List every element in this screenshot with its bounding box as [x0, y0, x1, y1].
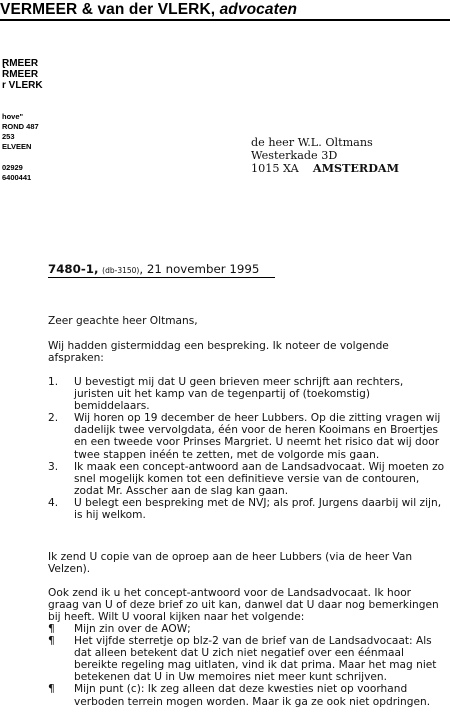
reference-date: , 21 november 1995 — [139, 262, 260, 276]
recipient-city: AMSTERDAM — [312, 161, 399, 175]
list-item — [48, 497, 445, 521]
firm-name-suffix: advocaten — [219, 1, 298, 18]
address-line: ROND 487 — [2, 122, 39, 131]
address-line: ELVEEN — [2, 142, 32, 151]
point-item — [48, 635, 445, 683]
reference-sub: (db-3150) — [102, 266, 140, 275]
point-text: Mijn punt (c): Ik zeg alleen dat deze kwesties niet op voorhand verboden terrein mogen worden. Maar ik ga ze ook niet opdringen. — [74, 683, 431, 708]
partner-names — [2, 58, 43, 91]
phone-line: 02929 — [2, 163, 23, 172]
list-item-number: 3. — [48, 460, 59, 473]
list-item-number: 4. — [48, 496, 59, 509]
firm-name-main: VERMEER & van der VLERK, — [0, 1, 216, 18]
partner-name: r VLERK — [2, 80, 43, 91]
concept-paragraph: Ook zend ik u het concept-antwoord voor de Landsadvocaat. Ik hoor graag van U of deze brief zo uit kan, danwel dat U daar nog bemerkingen bij heeft. Wilt U vooral kijken naar het volgende: — [48, 587, 439, 624]
recipient-city-line — [251, 162, 399, 176]
letterhead-rule — [0, 19, 450, 21]
list-item-text: U belegt een bespreking met de NVJ; als prof. Jurgens daarbij wil zijn, is hij welkom. — [74, 496, 442, 522]
list-item-number: 2. — [48, 412, 59, 425]
recipient-address — [251, 137, 399, 176]
partner-name: RMEER — [2, 69, 39, 80]
list-item — [48, 376, 445, 412]
recipient-postcode: 1015 XA — [251, 162, 299, 175]
point-item — [48, 623, 445, 635]
recipient-name: de heer W.L. Oltmans — [251, 136, 373, 149]
office-phone — [2, 163, 31, 183]
list-item — [48, 412, 445, 460]
reference-number: 7480-1, — [48, 262, 99, 276]
office-address — [2, 112, 39, 152]
pilcrow-icon: ¶ — [48, 623, 55, 635]
pilcrow-icon: ¶ — [48, 683, 55, 696]
phone-line: 6400441 — [2, 173, 32, 182]
attention-points — [48, 623, 445, 708]
list-item-text: Wij horen op 19 december de heer Lubbers. Op die zitting vragen wij dadelijk twee vervolgdata, één voor de heren Kooimans en Broertjes en een tweede voor Prinses Margriet. U neemt het risico dat wij door twee stappen inéén te zetten, met de volgorde mis gaan. — [74, 412, 441, 461]
agreement-list — [48, 376, 445, 521]
point-text: Het vijfde sterretje op blz-2 van de brief van de Landsadvocaat: Als dat alleen betekent dat U zich niet negatief over een éénmaal bereikte regeling mag uitlaten, vind ik dat prima. Maar het mag niet betekenen dat U in Uw memoires niet meer kunt schrijven. — [74, 635, 437, 684]
list-item-number: 1. — [48, 376, 59, 388]
address-line: 253 — [2, 132, 15, 141]
salutation: Zeer geachte heer Oltmans, — [48, 315, 198, 327]
intro-paragraph: Wij hadden gistermiddag een bespreking. Ik noteer de volgende afspraken: — [48, 340, 389, 365]
firm-name — [0, 1, 297, 19]
list-item-text: Ik maak een concept-antwoord aan de Landsadvocaat. Wij moeten zo snel mogelijk komen tot een definitieve versie van de contouren, zodat Mr. Asscher aan de slag kan gaan. — [74, 460, 445, 497]
pilcrow-icon: ¶ — [48, 635, 55, 648]
list-item — [48, 461, 445, 497]
address-line: hove" — [2, 112, 24, 121]
list-item-text: U bevestigt mij dat U geen brieven meer schrijft aan rechters, juristen uit het kamp van de tegenpartij of (toekomstig) bemiddelaars. — [74, 376, 404, 413]
point-item — [48, 683, 445, 707]
copy-paragraph: Ik zend U copie van de oproep aan de heer Lubbers (via de heer Van Velzen). — [48, 551, 413, 576]
reference-underline — [48, 277, 275, 278]
reference-line — [48, 262, 259, 276]
partner-name: ⱤMEER — [2, 58, 39, 69]
recipient-street: Westerkade 3D — [251, 148, 338, 162]
point-text: Mijn zin over de AOW; — [74, 623, 191, 635]
